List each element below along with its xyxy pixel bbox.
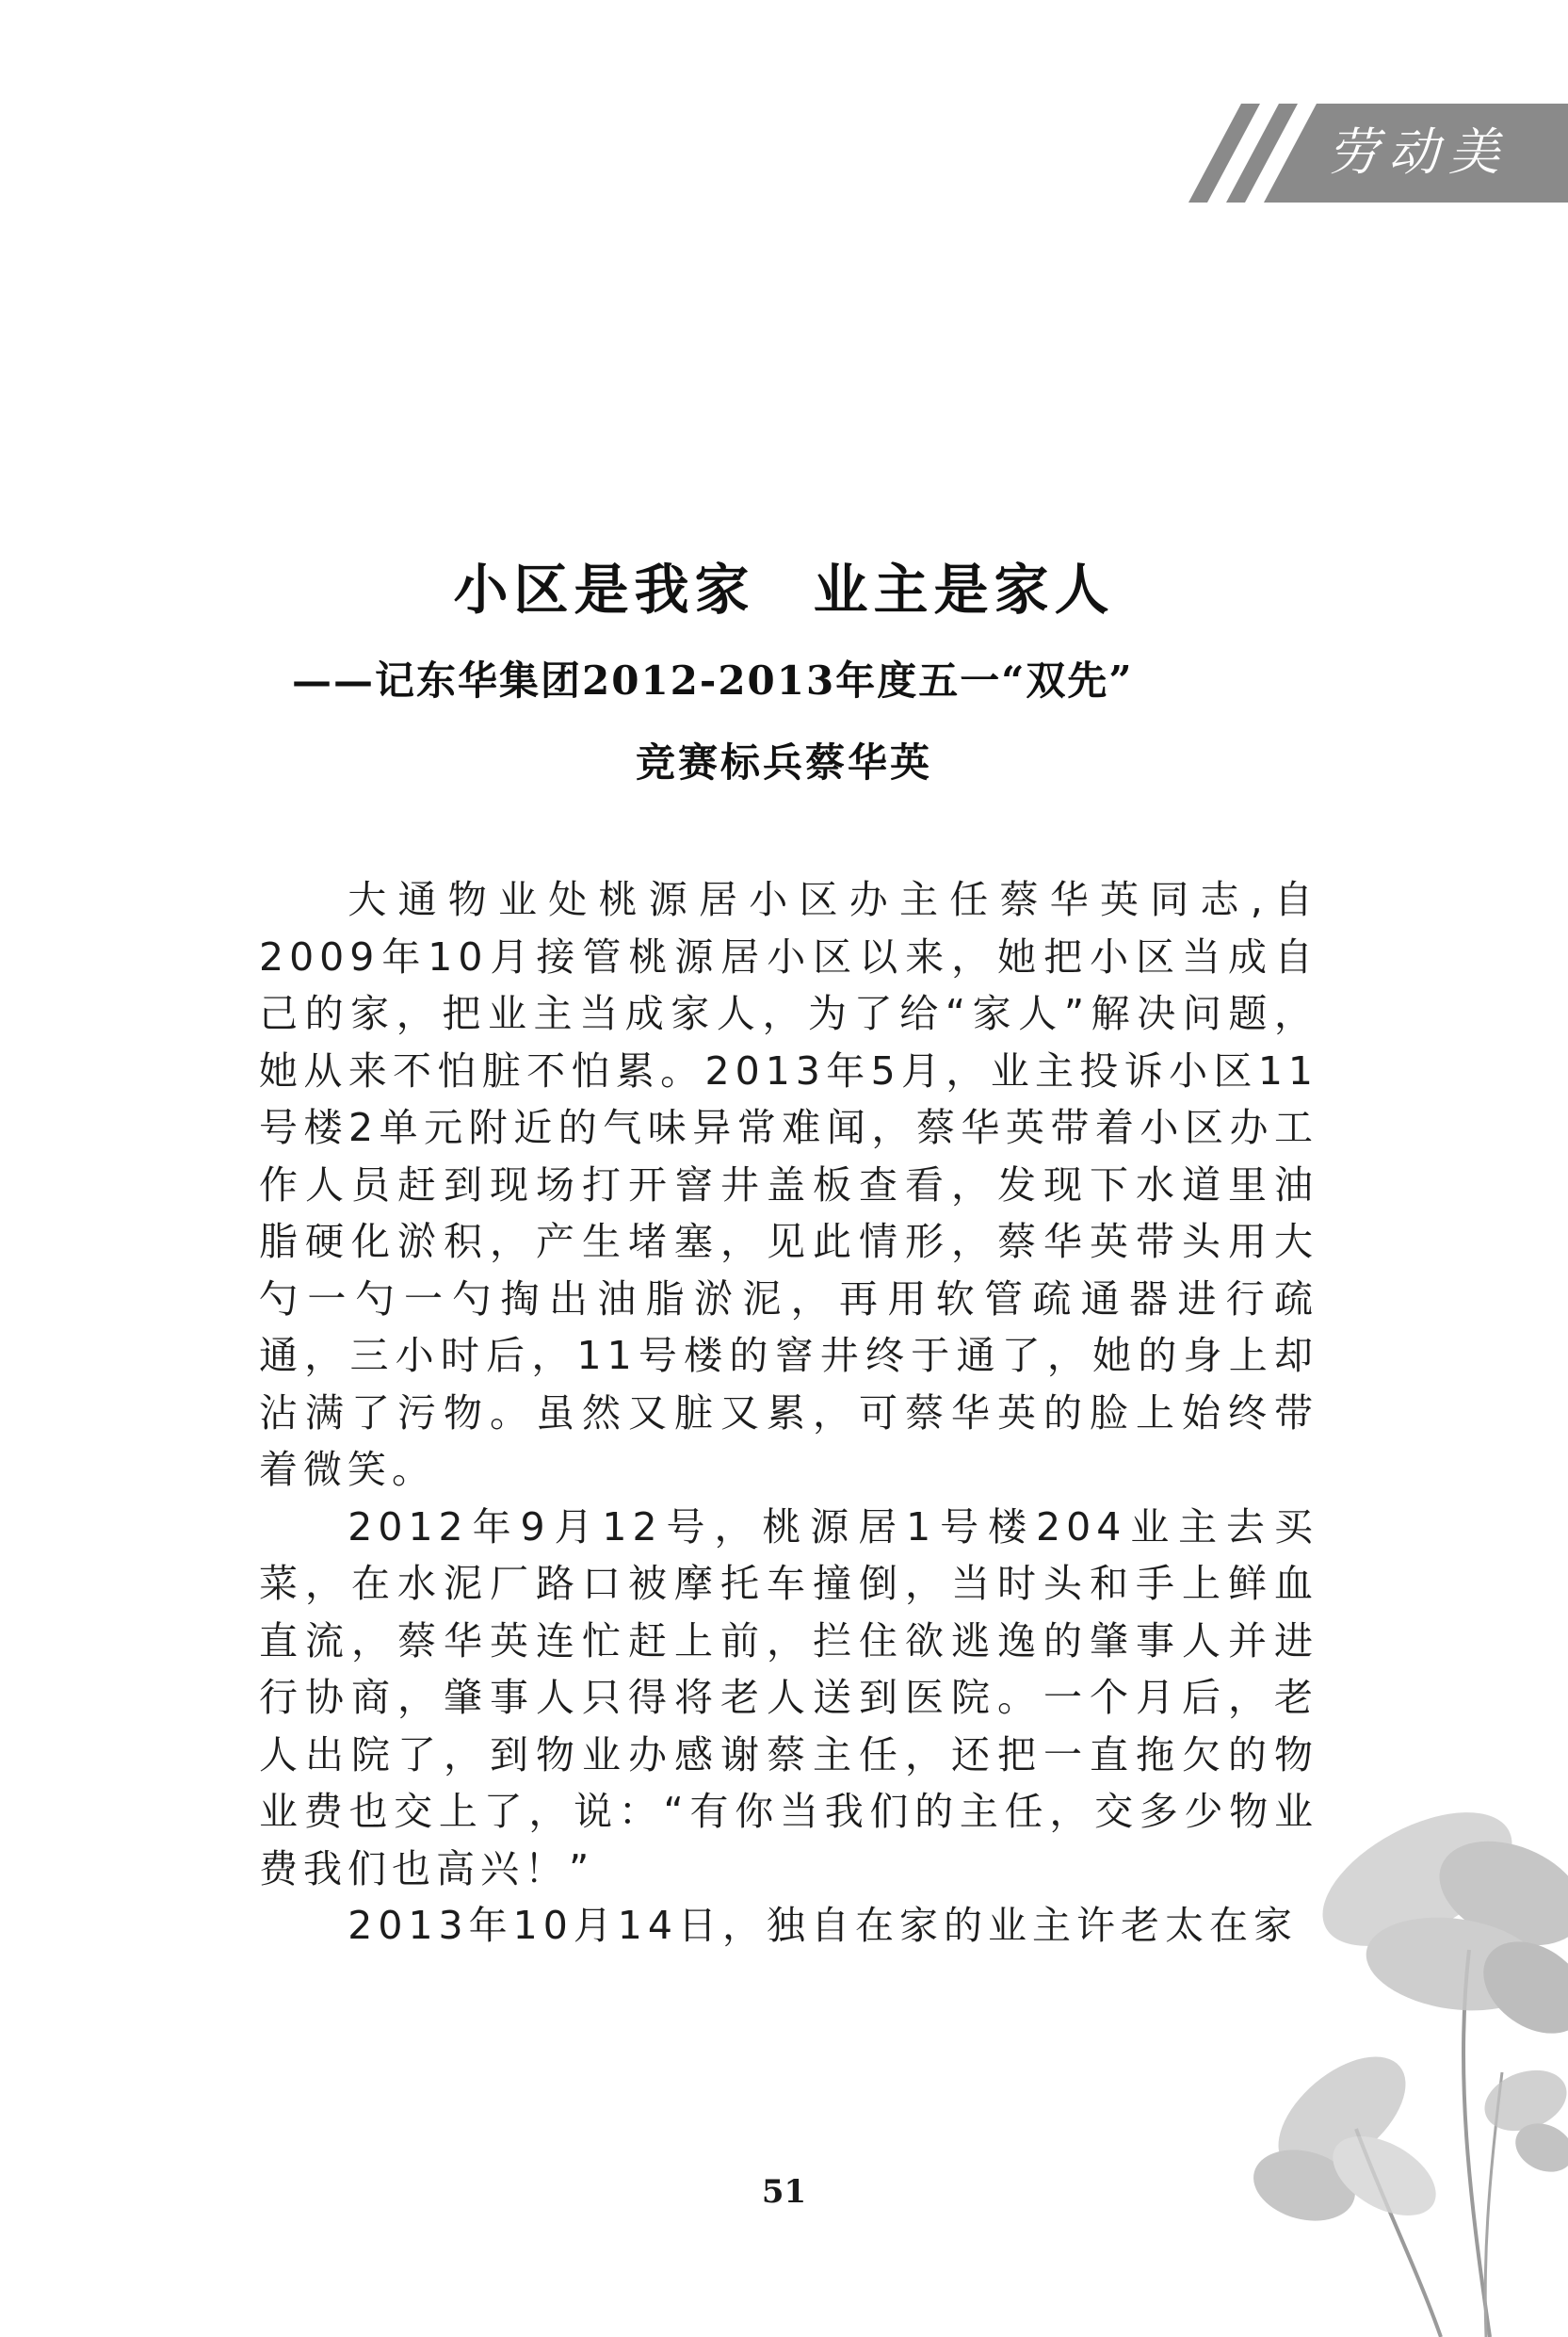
title-part-2: 业主是家人 <box>813 558 1115 622</box>
article-title <box>0 552 1568 627</box>
article-subtitle-line-2: 竞赛标兵蔡华英 <box>635 739 932 786</box>
article-body <box>259 871 1318 1955</box>
paragraph: 2012年9月12号，桃源居1号楼204业主去买菜，在水泥厂路口被摩托车撞倒，当时头和手上鲜血直流，蔡华英连忙赶上前，拦住欲逃逸的肇事人并进行协商，肇事人只得将老人送到医院。一个月后，老人出院了，到物业办感谢蔡主任，还把一直拖欠的物业费也交上了，说：“有你当我们的主任，交多少物业费我们也高兴！” <box>259 1503 1318 1891</box>
article-subtitle-line-1: ——记东华集团2012-2013年度五一“双先” <box>292 657 1134 704</box>
section-label: 劳动美 <box>1328 122 1509 182</box>
flower-illustration <box>1253 1790 1568 2337</box>
paragraph: 2013年10月14日，独自在家的业主许老太在家 <box>348 1903 1298 1948</box>
title-part-1: 小区是我家 <box>453 558 755 622</box>
page-number: 51 <box>761 2173 807 2211</box>
paragraph: 大通物业处桃源居小区办主任蔡华英同志,自2009年10月接管桃源居小区以来，她把小区当成自己的家，把业主当成家人，为了给“家人”解决问题，她从来不怕脏不怕累。2013年5月，业主投诉小区11号楼2单元附近的气味异常难闻，蔡华英带着小区办工作人员赶到现场打开窨井盖板查看，发现下水道里油脂硬化淤积，产生堵塞，见此情形，蔡华英带头用大勺一勺一勺掏出油脂淤泥，再用软管疏通器进行疏通，三小时后，11号楼的窨井终于通了，她的身上却沾满了污物。虽然又脏又累，可蔡华英的脸上始终带着微笑。 <box>259 877 1318 1492</box>
section-header-tab <box>1188 104 1568 203</box>
